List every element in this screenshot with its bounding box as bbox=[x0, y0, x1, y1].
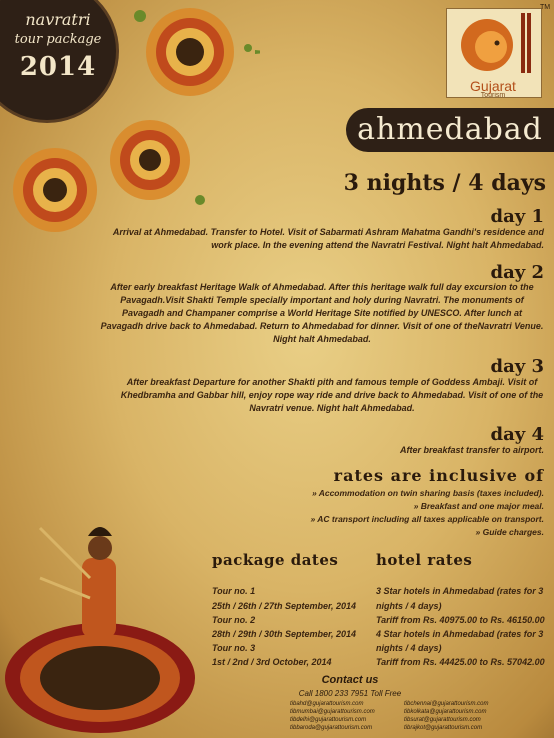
email-link[interactable]: tibahd@gujarattourism.com bbox=[290, 701, 364, 707]
rate-item-3: » AC transport including all taxes applicable on transport. bbox=[310, 514, 544, 524]
day-1-heading: day 1 bbox=[490, 206, 544, 227]
hotel-rate-6: Tariff from Rs. 44425.00 to Rs. 57042.00 bbox=[376, 657, 545, 667]
day-2-heading: day 2 bbox=[490, 262, 544, 283]
package-date-5: Tour no. 3 bbox=[212, 643, 256, 653]
email-link[interactable]: tibmumbai@gujarattourism.com bbox=[290, 709, 375, 715]
trademark: TM bbox=[540, 4, 551, 11]
package-dates-heading: package dates bbox=[212, 551, 339, 569]
badge-line-2: tour package bbox=[14, 32, 102, 47]
hotel-rate-2: nights / 4 days) bbox=[376, 601, 442, 611]
email-link[interactable]: tibrajkot@gujarattourism.com bbox=[404, 725, 483, 731]
rate-item-2: » Breakfast and one major meal. bbox=[413, 501, 544, 511]
lion-icon bbox=[447, 9, 541, 79]
badge-line-1: navratri bbox=[25, 10, 91, 29]
email-link[interactable]: tibdelhi@gujarattourism.com bbox=[290, 717, 367, 723]
hotel-rates-heading: hotel rates bbox=[376, 551, 473, 569]
email-link[interactable]: tibkolkata@gujarattourism.com bbox=[404, 709, 487, 715]
day-3-text: After breakfast Departure for another Shakti pith and famous temple of Goddess Ambaji. Visit of Khedbramha and Gabbar hill, enjoy rope way ride and drive back to Ahmedabad. Visit of one of the Navratri venue. Night halt Ahmedabad. bbox=[120, 377, 544, 413]
rate-item-4: » Guide charges. bbox=[475, 527, 544, 537]
hotel-rate-1: 3 Star hotels in Ahmedabad (rates for 3 bbox=[376, 586, 544, 596]
page-title: ahmedabad bbox=[357, 112, 543, 147]
toll-free-number: Call 1800 233 7951 Toll Free bbox=[298, 689, 402, 698]
day-4-text: After breakfast transfer to airport. bbox=[399, 445, 544, 455]
rate-item-1: » Accommodation on twin sharing basis (taxes included). bbox=[311, 488, 544, 498]
hotel-rate-5: nights / 4 days) bbox=[376, 643, 442, 653]
hotel-rate-4: 4 Star hotels in Ahmedabad (rates for 3 bbox=[376, 629, 544, 639]
day-4-heading: day 4 bbox=[490, 424, 544, 445]
rates-inclusive-heading: rates are inclusive of bbox=[333, 466, 544, 485]
garba-dancer-illustration bbox=[0, 518, 200, 738]
logo-subtitle: Tourism bbox=[480, 92, 506, 99]
logo-name: Gujarat bbox=[470, 78, 516, 94]
package-date-6: 1st / 2nd / 3rd October, 2014 bbox=[212, 657, 332, 667]
badge-year: 2014 bbox=[19, 52, 97, 82]
email-link[interactable]: tibbaroda@gujarattourism.com bbox=[290, 725, 373, 731]
hotel-rate-3: Tariff from Rs. 40975.00 to Rs. 46150.00 bbox=[376, 615, 545, 625]
package-date-2: 25th / 26th / 27th September, 2014 bbox=[212, 601, 357, 611]
day-3-heading: day 3 bbox=[490, 356, 544, 377]
day-1-text: Arrival at Ahmedabad. Transfer to Hotel. Visit of Sabarmati Ashram Mahatma Gandhi's residence and work place. In the evening attend the Navratri Festival. Night halt Ahmedabad. bbox=[112, 227, 544, 250]
email-link[interactable]: tibsurat@gujarattourism.com bbox=[404, 717, 481, 723]
package-date-1: Tour no. 1 bbox=[212, 586, 256, 596]
contact-heading: Contact us bbox=[321, 674, 379, 686]
duration: 3 nights / 4 days bbox=[343, 170, 546, 196]
day-2-text: After early breakfast Heritage Walk of Ahmedabad. After this heritage walk full day excursion to the Pavagadh.Visit Shakti Temple specially important and holy during Navratri. The monuments of Pavagadh and Champaner comprise a World Heritage Site notified by UNESCO. After lunch at Pavagadh drive back to Ahmedabad. Return to Ahmedabad for dinner. Visit of one of theNavratri Venue. Night halt Ahmedabad. bbox=[100, 282, 544, 344]
package-date-3: Tour no. 2 bbox=[212, 615, 256, 625]
package-date-4: 28th / 29th / 30th September, 2014 bbox=[212, 629, 357, 639]
email-link[interactable]: tibchennai@gujarattourism.com bbox=[404, 701, 489, 707]
